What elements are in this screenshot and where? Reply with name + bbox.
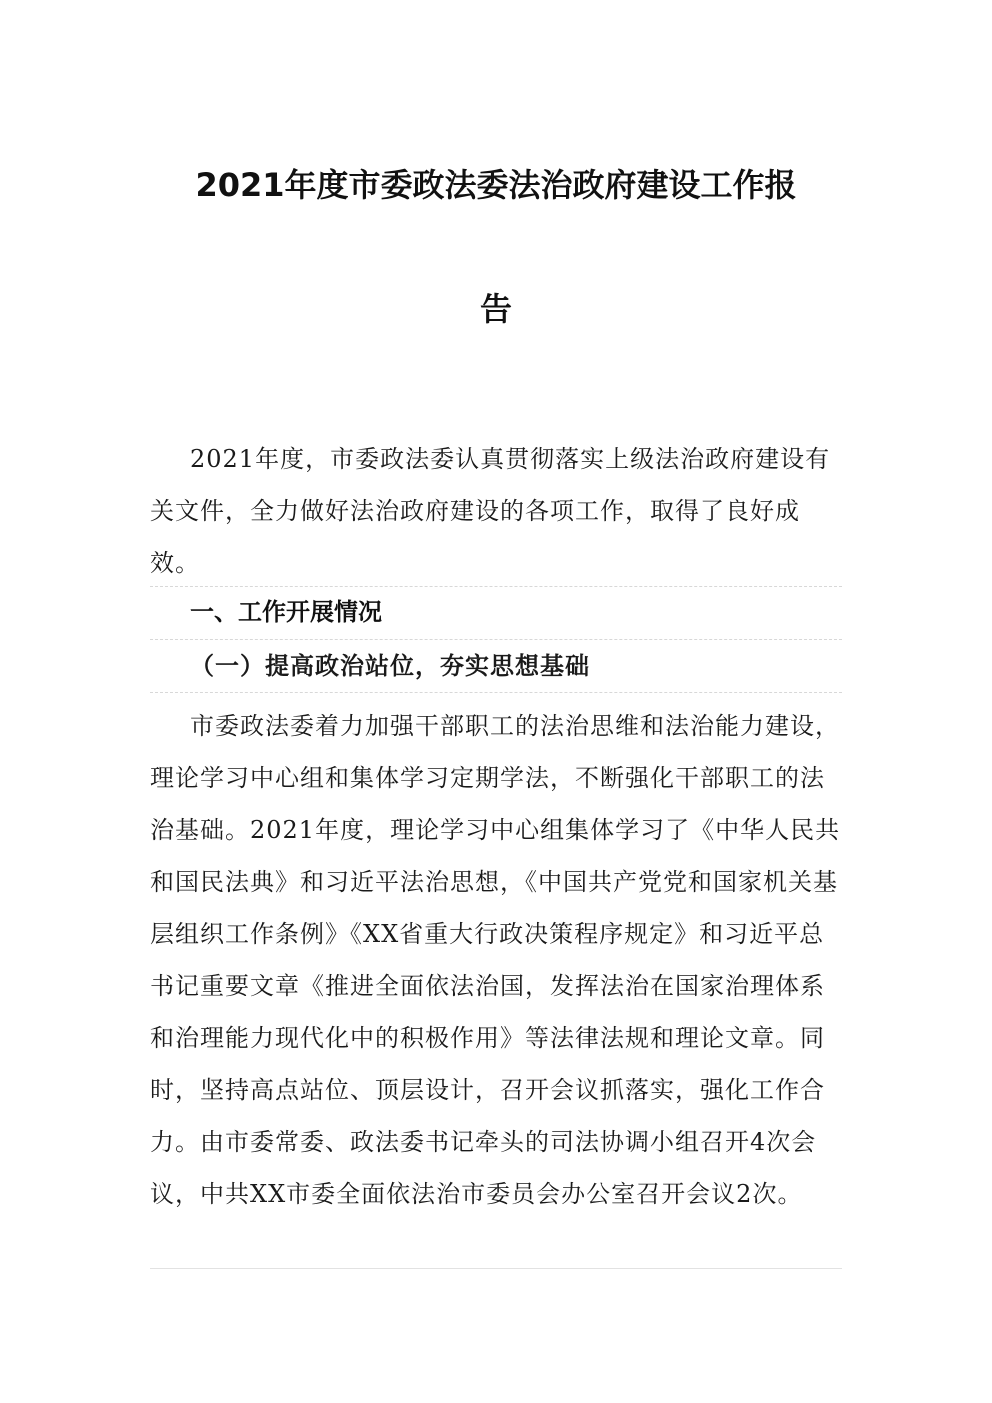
divider bbox=[150, 586, 842, 587]
document-title-line-2: 告 bbox=[479, 290, 512, 328]
subsection-heading: （一）提高政治站位，夯实思想基础 bbox=[190, 651, 590, 680]
divider bbox=[150, 692, 842, 693]
intro-paragraph: 2021年度，市委政法委认真贯彻落实上级法治政府建设有关文件，全力做好法治政府建设的各项工作，取得了良好成效。 bbox=[150, 445, 831, 577]
divider bbox=[150, 1268, 842, 1269]
section-heading: 一、工作开展情况 bbox=[190, 598, 382, 626]
body-paragraph: 市委政法委着力加强干部职工的法治思维和法治能力建设，理论学习中心组和集体学习定期学法，不断强化干部职工的法治基础。2021年度，理论学习中心组集体学习了《中华人民共和国民法典》和习近平法治思想，《中国共产党党和国家机关基层组织工作条例》《XX省重大行政决策程序规定》和习近平总书记重要文章《推进全面依法治国，发挥法治在国家治理体系和治理能力现代化中的积极作用》等法律法规和理论文章。同时，坚持高点站位、顶层设计，召开会议抓落实，强化工作合力。由市委常委、政法委书记牵头的司法协调小组召开4次会议，中共XX市委全面依法治市委员会办公室召开会议2次。 bbox=[150, 712, 841, 1208]
document-title-line-1: 2021年度市委政法委法治政府建设工作报 bbox=[195, 166, 797, 204]
divider bbox=[150, 639, 842, 640]
